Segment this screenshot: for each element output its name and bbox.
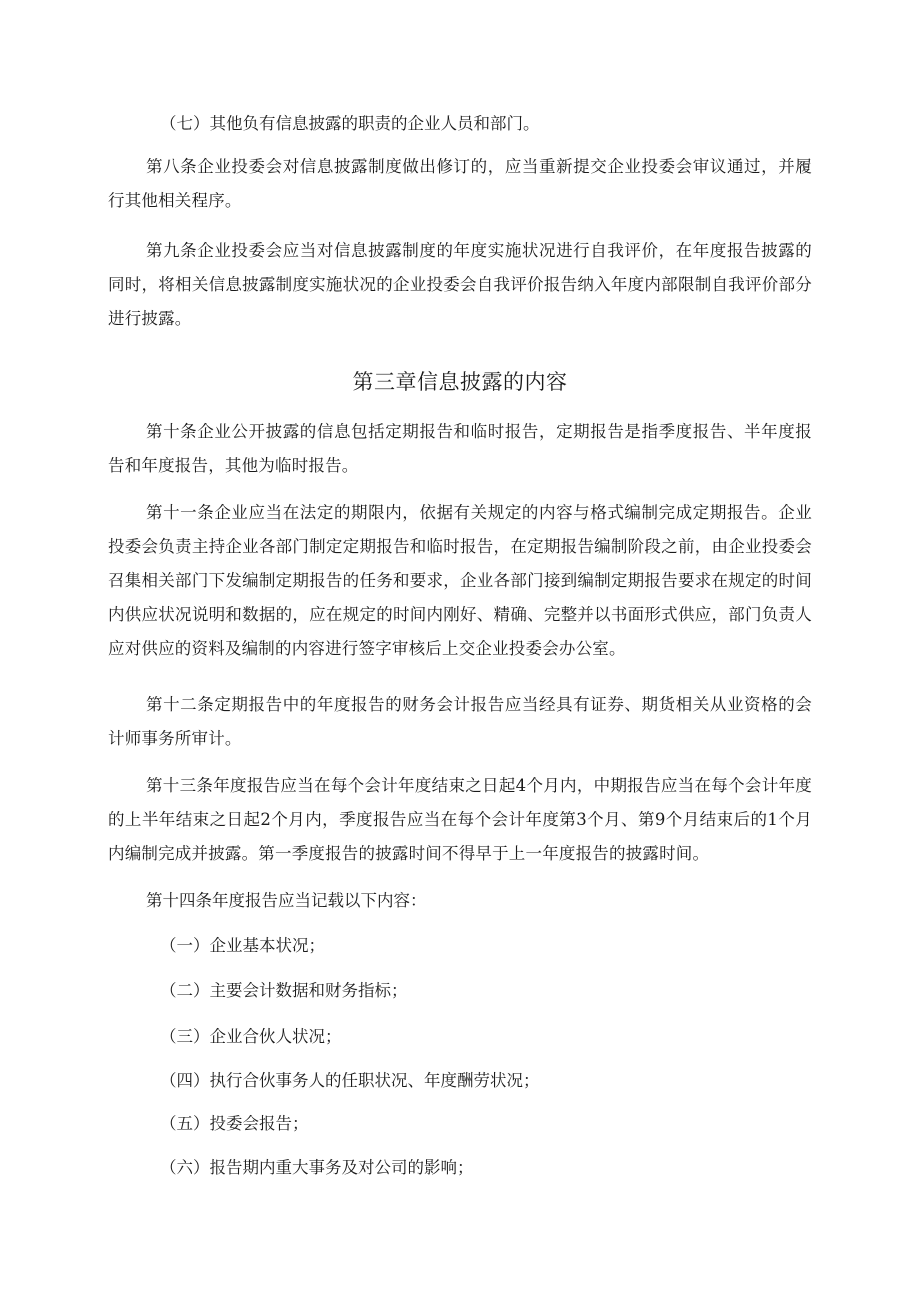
article-14-item-5: （五）投委会报告； (160, 1114, 309, 1133)
article-10: 第十条企业公开披露的信息包括定期报告和临时报告，定期报告是指季度报告、半年度报告和年度报告，其他为临时报告。 (108, 422, 812, 475)
article-14-item-1: （一）企业基本状况； (160, 936, 325, 955)
article-14-item-6: （六）报告期内重大事务及对公司的影响； (160, 1158, 474, 1177)
article-9: 第九条企业投委会应当对信息披露制度的年度实施状况进行自我评价，在年度报告披露的同时，将相关信息披露制度实施状况的企业投委会自我评价报告纳入年度内部限制自我评价部分进行披露。 (108, 241, 812, 328)
article-12: 第十二条定期报告中的年度报告的财务会计报告应当经具有证券、期货相关从业资格的会计师事务所审计。 (108, 695, 812, 748)
article-13: 第十三条年度报告应当在每个会计年度结束之日起4个月内，中期报告应当在每个会计年度的上半年结束之日起2个月内，季度报告应当在每个会计年度第3个月、第9个月结束后的1个月内编制完成并披露。第一季度报告的披露时间不得早于上一年度报告的披露时间。 (108, 776, 812, 863)
article-14: 第十四条年度报告应当记载以下内容： (146, 891, 427, 910)
article-14-item-2: （二）主要会计数据和财务指标； (160, 981, 408, 1000)
article-8: 第八条企业投委会对信息披露制度做出修订的，应当重新提交企业投委会审议通过，并履行其他相关程序。 (108, 157, 812, 210)
clause-item-7: （七）其他负有信息披露的职责的企业人员和部门。 (160, 114, 540, 133)
article-11: 第十一条企业应当在法定的期限内，依据有关规定的内容与格式编制完成定期报告。企业投委会负责主持企业各部门制定定期报告和临时报告，在定期报告编制阶段之前，由企业投委会召集相关部门下发编制定期报告的任务和要求，企业各部门接到编制定期报告要求在规定的时间内供应状况说明和数据的，应在规定的时间内刚好、精确、完整并以书面形式供应，部门负责人应对供应的资料及编制的内容进行签字审核后上交企业投委会办公室。 (108, 503, 812, 658)
article-14-item-3: （三）企业合伙人状况； (160, 1027, 342, 1046)
article-14-item-4: （四）执行合伙事务人的任职状况、年度酬劳状况； (160, 1071, 540, 1090)
chapter-3-title: 第三章信息披露的内容 (352, 370, 568, 394)
